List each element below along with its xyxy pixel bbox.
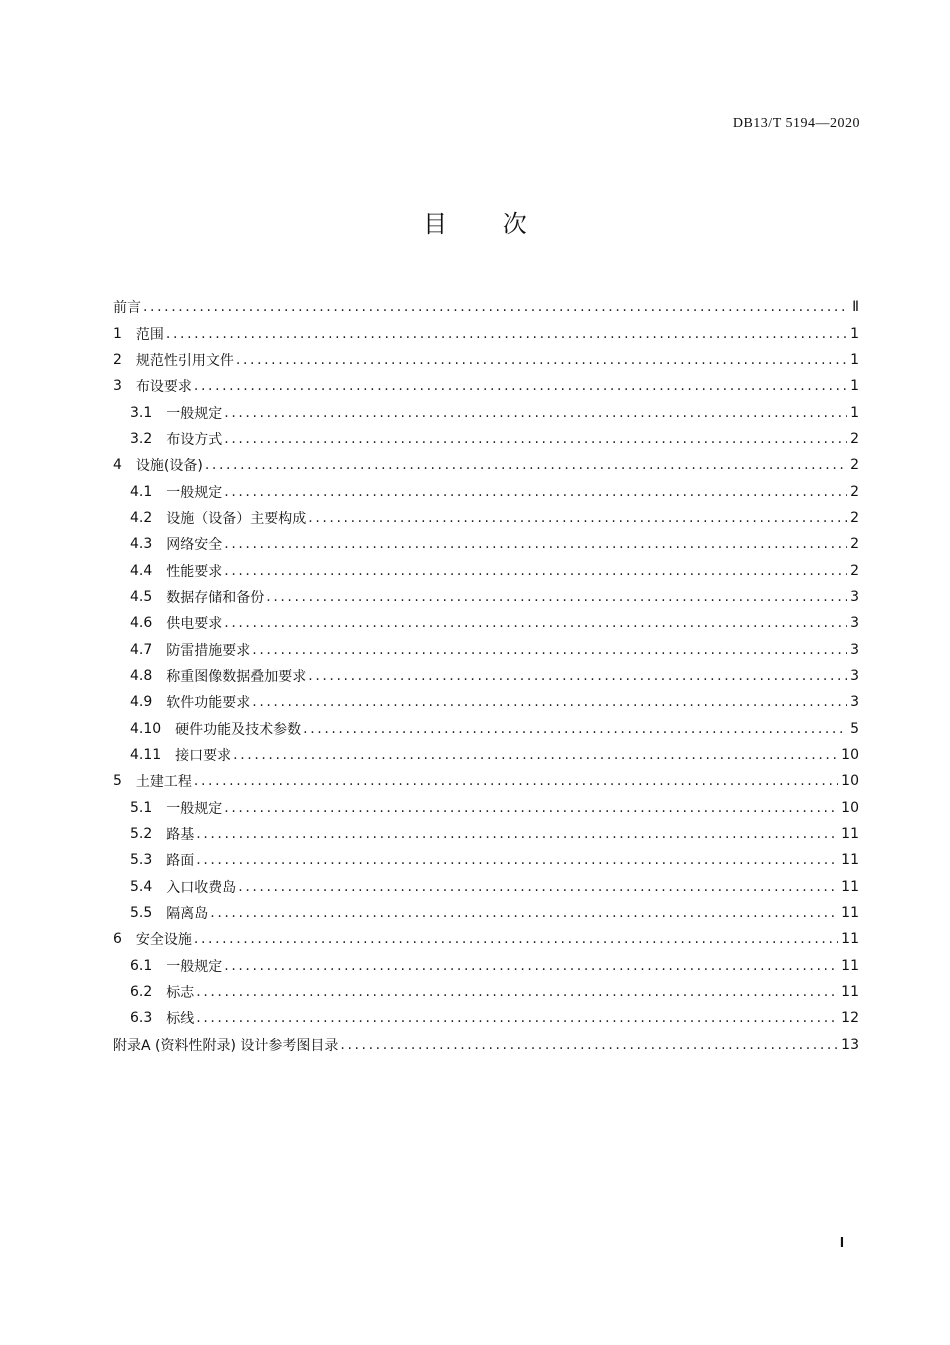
table-of-contents [113, 294, 859, 1058]
toc-dot-leader [166, 326, 847, 342]
toc-entry-number: 5.2 [130, 826, 153, 843]
toc-entry-page: 2 [850, 457, 859, 474]
toc-entry-title: 布设要求 [135, 379, 192, 396]
toc-dot-leader [224, 800, 838, 816]
toc-entry-number: 4.10 [130, 720, 162, 737]
toc-entry-page: 5 [850, 720, 859, 737]
toc-entry[interactable] [113, 874, 859, 900]
toc-entry[interactable] [113, 505, 859, 531]
toc-entry-number: 4.8 [130, 667, 153, 684]
toc-dot-leader [205, 457, 847, 473]
toc-entry[interactable] [113, 399, 859, 425]
toc-entry-number: 5.5 [130, 905, 153, 922]
toc-entry-page: 11 [841, 931, 859, 948]
toc-entry-title: 路面 [166, 853, 195, 870]
toc-entry-title: 一般规定 [166, 484, 223, 501]
toc-entry[interactable] [113, 373, 859, 399]
toc-entry-title: 一般规定 [166, 800, 223, 817]
toc-dot-leader [224, 563, 847, 579]
toc-entry-page: 2 [850, 430, 859, 447]
toc-entry-number: 4 [113, 457, 122, 474]
toc-entry-title: 设施(设备) [135, 458, 203, 475]
toc-entry-page: 3 [850, 615, 859, 632]
toc-dot-leader [224, 958, 838, 974]
toc-entry[interactable] [113, 742, 859, 768]
toc-entry[interactable] [113, 320, 859, 346]
toc-entry-title: 隔离岛 [166, 906, 209, 923]
toc-dot-leader [196, 852, 838, 868]
toc-entry-title: 规范性引用文件 [135, 352, 234, 369]
toc-entry-number: 6.3 [130, 1010, 153, 1027]
toc-entry-title: 数据存储和备份 [166, 589, 265, 606]
toc-dot-leader [233, 747, 838, 763]
toc-entry-page: 11 [841, 852, 859, 869]
toc-entry[interactable] [113, 1005, 859, 1031]
toc-dot-leader [308, 668, 847, 684]
toc-dot-leader [224, 615, 847, 631]
toc-entry[interactable] [113, 716, 859, 742]
toc-entry-number: 3.1 [130, 404, 153, 421]
toc-dot-leader [196, 984, 838, 1000]
toc-entry-page: Ⅱ [852, 299, 859, 316]
toc-entry-page: 2 [850, 509, 859, 526]
toc-entry-page: 1 [850, 325, 859, 342]
toc-entry-title: 硬件功能及技术参数 [175, 721, 302, 738]
toc-entry-number: 4.1 [130, 483, 153, 500]
toc-entry-page: 3 [850, 641, 859, 658]
toc-entry-number: 4.6 [130, 615, 153, 632]
toc-entry-number: 3 [113, 378, 122, 395]
toc-entry-page: 11 [841, 878, 859, 895]
toc-entry-title: 一般规定 [166, 958, 223, 975]
toc-entry-title: 前言 [113, 300, 141, 317]
toc-entry[interactable] [113, 795, 859, 821]
toc-dot-leader [210, 905, 838, 921]
toc-entry-number: 4.5 [130, 588, 153, 605]
toc-entry-title: 防雷措施要求 [166, 642, 251, 659]
toc-dot-leader [224, 484, 847, 500]
toc-dot-leader [194, 931, 838, 947]
toc-entry-title: 安全设施 [135, 932, 192, 949]
page-number: I [839, 1234, 844, 1251]
page-title: 目 次 [423, 210, 551, 238]
toc-entry-number: 5.1 [130, 799, 153, 816]
toc-entry-title: 软件功能要求 [166, 695, 251, 712]
toc-entry-page: 11 [841, 957, 859, 974]
toc-entry-title: 接口要求 [175, 748, 232, 765]
toc-entry[interactable] [113, 557, 859, 583]
toc-entry-number: 3.2 [130, 430, 153, 447]
toc-dot-leader [303, 721, 847, 737]
toc-entry[interactable] [113, 953, 859, 979]
toc-entry[interactable] [113, 636, 859, 662]
toc-entry[interactable] [113, 452, 859, 478]
toc-entry[interactable] [113, 979, 859, 1005]
toc-entry-number: 4.2 [130, 509, 153, 526]
toc-entry-page: 12 [841, 1010, 859, 1027]
toc-entry-title: 布设方式 [166, 431, 223, 448]
toc-entry-page: 1 [850, 351, 859, 368]
toc-entry-title: 土建工程 [135, 774, 192, 791]
toc-entry-number: 4.11 [130, 747, 162, 764]
toc-entry-number: 5 [113, 773, 122, 790]
toc-entry-page: 3 [850, 694, 859, 711]
toc-entry[interactable] [113, 610, 859, 636]
toc-entry[interactable] [113, 426, 859, 452]
toc-entry-page: 2 [850, 536, 859, 553]
toc-dot-leader [252, 694, 847, 710]
toc-entry-page: 3 [850, 588, 859, 605]
toc-entry-title: 范围 [135, 326, 164, 343]
toc-entry-page: 10 [841, 773, 859, 790]
toc-entry[interactable] [113, 347, 859, 373]
toc-entry-page: 2 [850, 562, 859, 579]
toc-entry[interactable] [113, 689, 859, 715]
toc-entry-number: 4.3 [130, 536, 153, 553]
toc-entry[interactable] [113, 847, 859, 873]
toc-entry-number: 6.1 [130, 957, 153, 974]
toc-dot-leader [194, 773, 838, 789]
toc-entry[interactable] [113, 584, 859, 610]
toc-entry-number: 6 [113, 931, 122, 948]
toc-dot-leader [194, 378, 847, 394]
toc-entry-number: 6.2 [130, 984, 153, 1001]
toc-entry-title: 供电要求 [166, 616, 223, 633]
toc-dot-leader [224, 431, 847, 447]
toc-dot-leader [224, 405, 847, 421]
toc-dot-leader [308, 510, 847, 526]
toc-dot-leader [266, 589, 847, 605]
toc-entry[interactable] [113, 531, 859, 557]
toc-dot-leader [238, 879, 838, 895]
toc-dot-leader [340, 1037, 838, 1053]
toc-dot-leader [143, 299, 848, 315]
toc-entry-number: 2 [113, 351, 122, 368]
toc-entry-page: 10 [841, 747, 859, 764]
toc-entry-title: 入口收费岛 [166, 879, 237, 896]
toc-entry[interactable] [113, 294, 859, 320]
toc-entry-number: 1 [113, 325, 122, 342]
toc-entry-title: 称重图像数据叠加要求 [166, 668, 307, 685]
toc-entry-page: 10 [841, 799, 859, 816]
toc-entry-page: 13 [841, 1036, 859, 1053]
toc-entry-page: 11 [841, 826, 859, 843]
toc-entry-number: 4.9 [130, 694, 153, 711]
toc-entry[interactable] [113, 478, 859, 504]
toc-entry-page: 1 [850, 404, 859, 421]
toc-dot-leader [236, 352, 847, 368]
toc-dot-leader [196, 826, 838, 842]
toc-entry-number: 4.7 [130, 641, 153, 658]
toc-entry-title: 一般规定 [166, 405, 223, 422]
toc-entry[interactable] [113, 900, 859, 926]
toc-entry-page: 3 [850, 667, 859, 684]
toc-entry[interactable] [113, 663, 859, 689]
toc-entry-title: 性能要求 [166, 563, 223, 580]
toc-entry-page: 11 [841, 905, 859, 922]
toc-entry-title: 网络安全 [166, 537, 223, 554]
toc-entry[interactable] [113, 1032, 859, 1058]
toc-entry[interactable] [113, 768, 859, 794]
toc-entry-title: 标志 [166, 985, 195, 1002]
toc-entry-page: 11 [841, 984, 859, 1001]
toc-entry-number: 5.3 [130, 852, 153, 869]
toc-dot-leader [252, 642, 847, 658]
toc-entry[interactable] [113, 821, 859, 847]
toc-entry-page: 1 [850, 378, 859, 395]
toc-dot-leader [224, 536, 847, 552]
toc-dot-leader [196, 1010, 838, 1026]
toc-entry[interactable] [113, 926, 859, 952]
toc-entry-page: 2 [850, 483, 859, 500]
toc-entry-title: 附录A (资料性附录) 设计参考图目录 [113, 1037, 339, 1054]
document-code: DB13/T 5194—2020 [732, 116, 860, 131]
toc-entry-number: 5.4 [130, 878, 153, 895]
toc-entry-title: 路基 [166, 827, 195, 844]
toc-entry-title: 标线 [166, 1011, 195, 1028]
toc-entry-title: 设施（设备）主要构成 [166, 510, 307, 527]
toc-entry-number: 4.4 [130, 562, 153, 579]
